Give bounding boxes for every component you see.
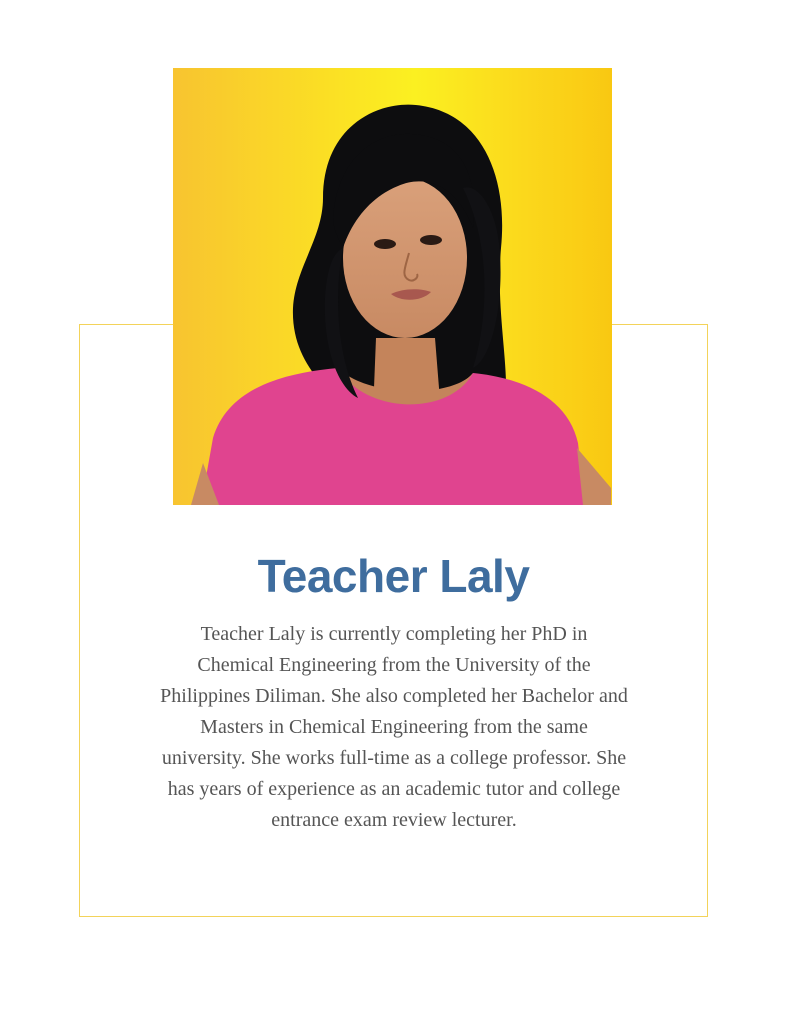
teacher-portrait-photo [173,68,612,505]
portrait-illustration [173,68,612,505]
teacher-bio-paragraph: Teacher Laly is currently completing her PhD in Chemical Engineering from the University of the Philippines Diliman. She also completed her Bachelor and Masters in Chemical Engineering from the same university. She works full-time as a college professor. She has years of experience as an academic tutor and college entrance exam review lecturer. [160,623,628,831]
teacher-name-heading: Teacher Laly [257,550,530,602]
